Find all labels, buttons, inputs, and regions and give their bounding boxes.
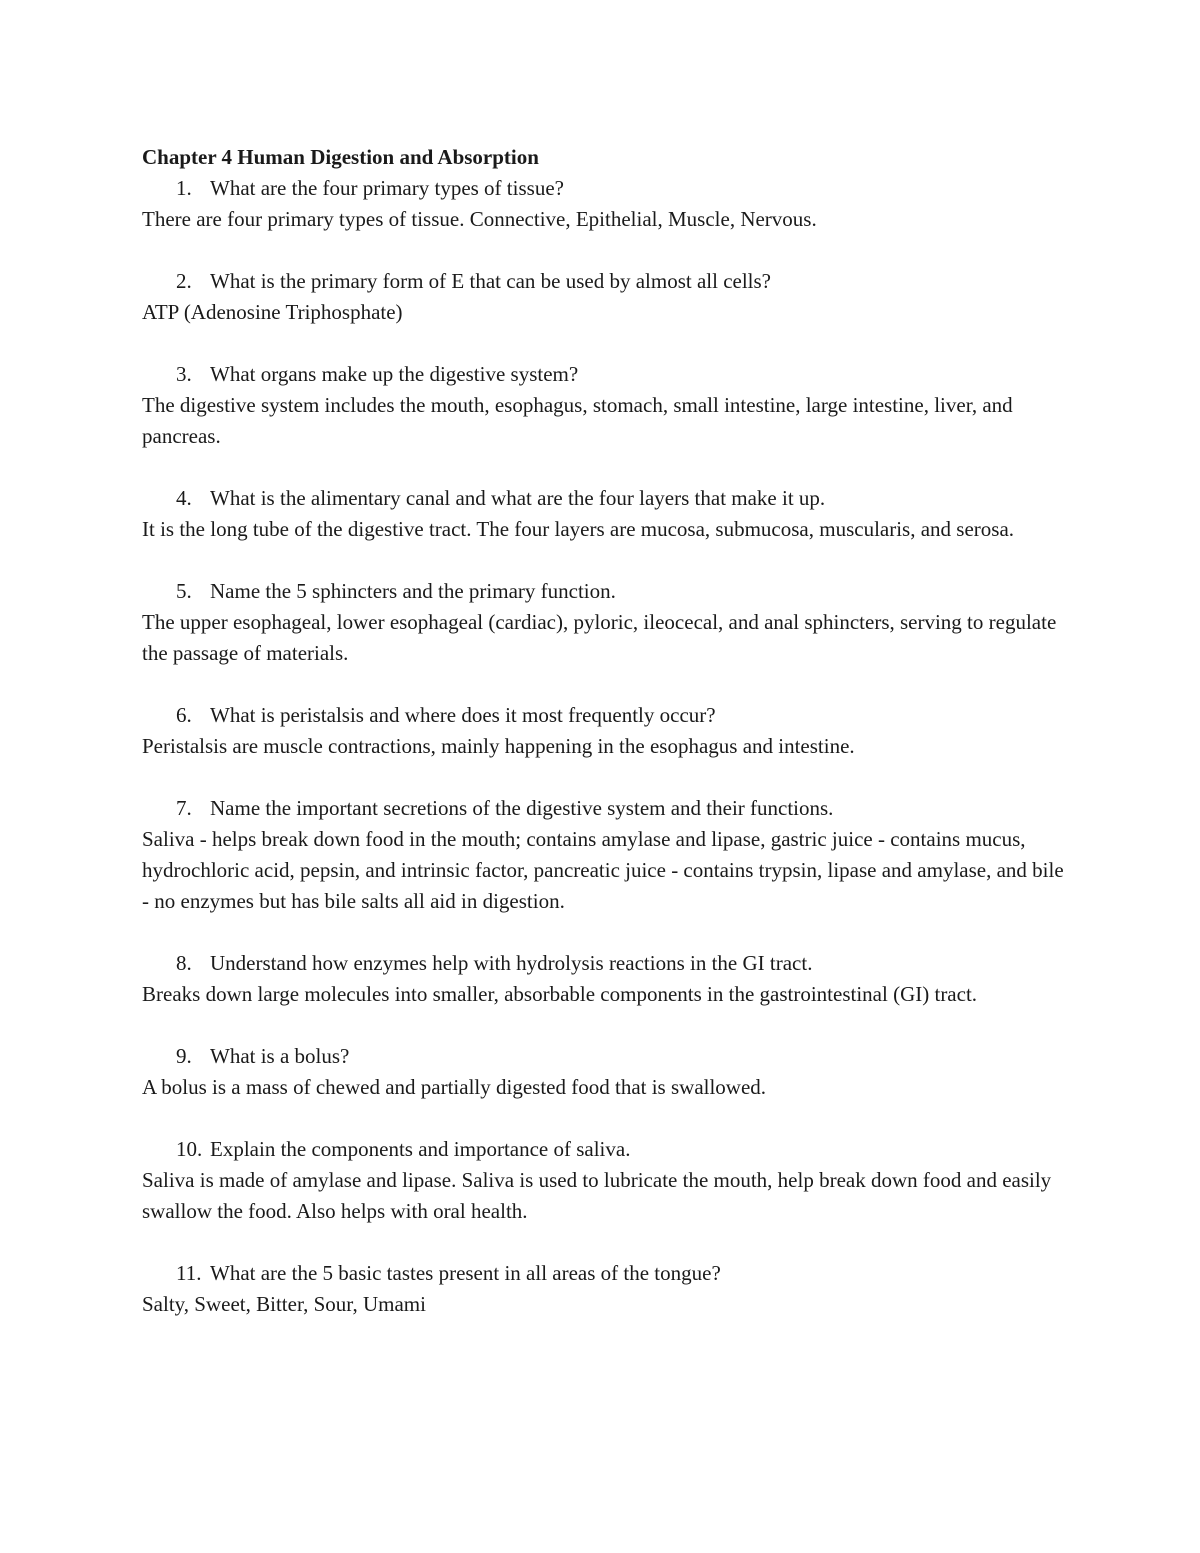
question-text: What is peristalsis and where does it most frequently occur? — [210, 703, 716, 727]
question-text: Name the important secretions of the digestive system and their functions. — [210, 796, 834, 820]
answer-text: Saliva is made of amylase and lipase. Saliva is used to lubricate the mouth, help break down food and easily swallow the food. Also helps with oral health. — [142, 1168, 1052, 1223]
question-number: 1. — [176, 176, 192, 200]
question-text: What is a bolus? — [210, 1044, 350, 1068]
question — [142, 793, 1072, 824]
qa-item-4 — [142, 483, 1072, 545]
qa-item-5 — [142, 576, 1072, 669]
question-number: 4. — [176, 486, 192, 510]
answer-text: A bolus is a mass of chewed and partially digested food that is swallowed. — [142, 1075, 767, 1099]
question-text: What are the four primary types of tissue? — [210, 176, 564, 200]
question — [142, 266, 1072, 297]
qa-item-9 — [142, 1041, 1072, 1103]
answer-text: Saliva - helps break down food in the mouth; contains amylase and lipase, gastric juice - contains mucus, hydrochloric acid, pepsin, and intrinsic factor, pancreatic juice - contains trypsin, lipase and amylase, and bile - no enzymes but has bile salts all aid in digestion. — [142, 827, 1064, 913]
answer-text: ATP (Adenosine Triphosphate) — [142, 300, 403, 324]
question-text: What are the 5 basic tastes present in all areas of the tongue? — [210, 1261, 721, 1285]
answer-text: It is the long tube of the digestive tract. The four layers are mucosa, submucosa, muscularis, and serosa. — [142, 517, 1015, 541]
answer-text: The digestive system includes the mouth, esophagus, stomach, small intestine, large intestine, liver, and pancreas. — [142, 393, 1013, 448]
question — [142, 576, 1072, 607]
question-text: What is the alimentary canal and what are the four layers that make it up. — [210, 486, 826, 510]
qa-item-8 — [142, 948, 1072, 1010]
question — [142, 483, 1072, 514]
question — [142, 1258, 1072, 1289]
question-number: 6. — [176, 703, 192, 727]
question-text: Understand how enzymes help with hydrolysis reactions in the GI tract. — [210, 951, 813, 975]
answer-text: Peristalsis are muscle contractions, mainly happening in the esophagus and intestine. — [142, 734, 855, 758]
question-text: What organs make up the digestive system? — [210, 362, 579, 386]
document-page — [142, 142, 1072, 1320]
answer-text: Breaks down large molecules into smaller, absorbable components in the gastrointestinal (GI) tract. — [142, 982, 978, 1006]
answer-text: There are four primary types of tissue. Connective, Epithelial, Muscle, Nervous. — [142, 207, 817, 231]
answer-text: The upper esophageal, lower esophageal (cardiac), pyloric, ileocecal, and anal sphincters, serving to regulate the passage of materials. — [142, 610, 1057, 665]
question-text: What is the primary form of E that can be used by almost all cells? — [210, 269, 771, 293]
qa-item-7 — [142, 793, 1072, 917]
question-number: 7. — [176, 796, 192, 820]
question-number: 9. — [176, 1044, 192, 1068]
question-number: 3. — [176, 362, 192, 386]
question-number: 5. — [176, 579, 192, 603]
question-number: 8. — [176, 951, 192, 975]
question — [142, 359, 1072, 390]
qa-item-3 — [142, 359, 1072, 452]
qa-item-2 — [142, 266, 1072, 328]
question-text: Name the 5 sphincters and the primary function. — [210, 579, 616, 603]
question-number: 2. — [176, 269, 192, 293]
question-number: 10. — [176, 1137, 203, 1161]
qa-item-10 — [142, 1134, 1072, 1227]
qa-item-1 — [142, 173, 1072, 235]
question — [142, 1041, 1072, 1072]
qa-item-11 — [142, 1258, 1072, 1320]
question — [142, 700, 1072, 731]
document-title: Chapter 4 Human Digestion and Absorption — [142, 145, 539, 169]
answer-text: Salty, Sweet, Bitter, Sour, Umami — [142, 1292, 426, 1316]
question-number: 11. — [176, 1261, 202, 1285]
question — [142, 173, 1072, 204]
qa-item-6 — [142, 700, 1072, 762]
question — [142, 948, 1072, 979]
question-text: Explain the components and importance of saliva. — [210, 1137, 631, 1161]
question — [142, 1134, 1072, 1165]
